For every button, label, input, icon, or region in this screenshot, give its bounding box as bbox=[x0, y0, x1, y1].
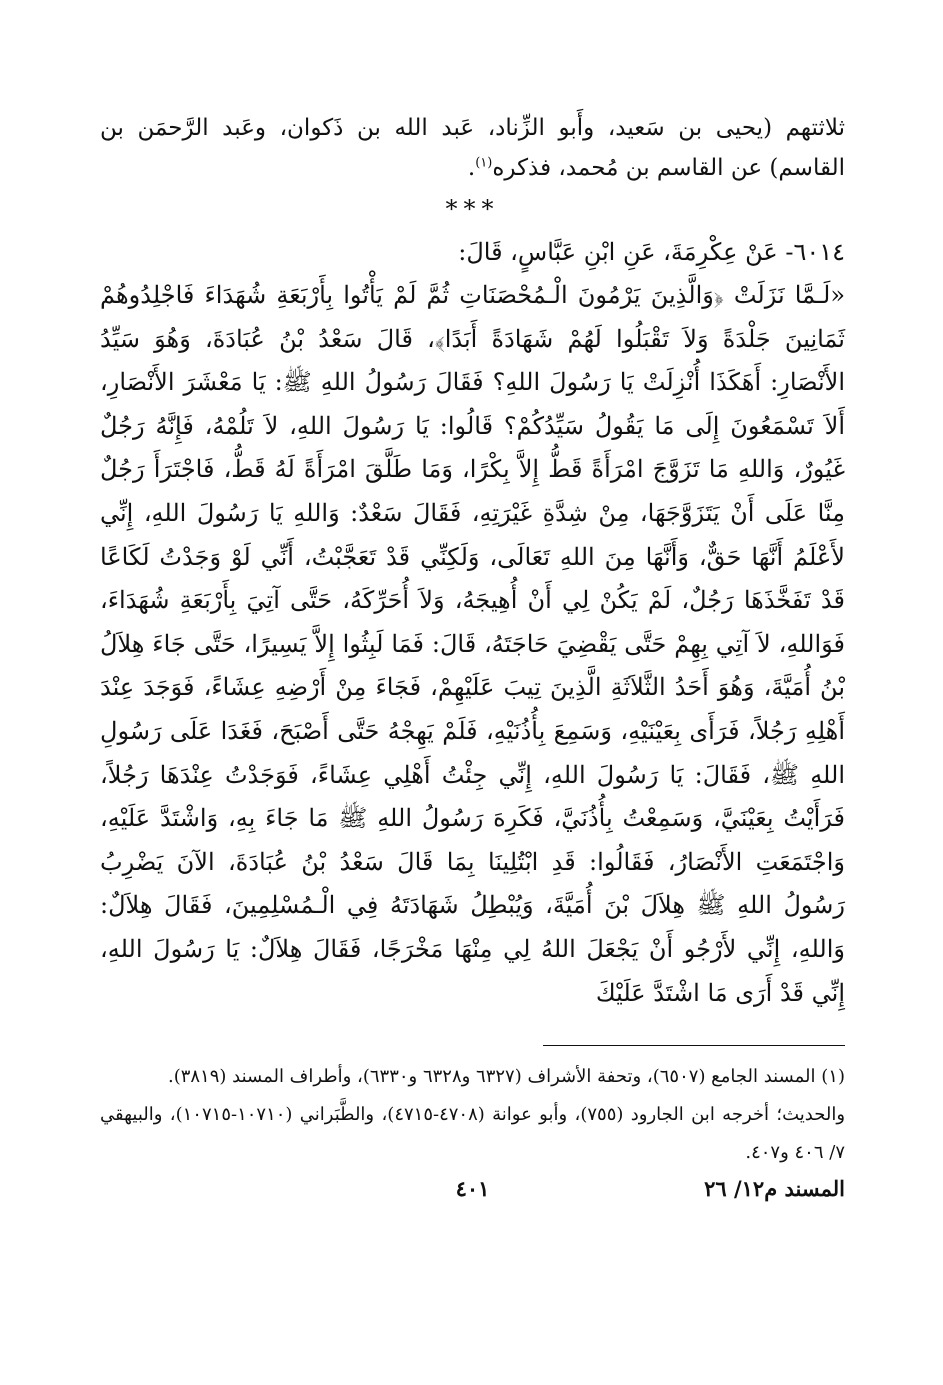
hadith-text: «لَـمَّا نَزَلَتْ ﴿وَالَّذِينَ يَرْمُونَ الْـمُحْصَنَاتِ ثُمَّ لَمْ يَأْتُوا بِأَرْبَعَةِ شُهَدَاءَ فَاجْلِدُوهُمْ ثَمَانِينَ جَلْدَةً وَلاَ تَقْبَلُوا لَهُمْ شَهَادَةً أَبَدًا﴾، قَالَ سَعْدُ بْنُ عُبَادَةَ، وَهُوَ سَيِّدُ الأَنْصَارِ: أَهَكَذَا أُنْزِلَتْ يَا رَسُولَ اللهِ؟ فَقَالَ رَسُولُ اللهِ ﷺ: يَا مَعْشَرَ الأَنْصَارِ، أَلاَ تَسْمَعُونَ إِلَى مَا يَقُولُ سَيِّدُكُمْ؟ قَالُوا: يَا رَسُولَ اللهِ، لاَ تَلُمْهُ، فَإِنَّهُ رَجُلٌ غَيُورٌ، وَاللهِ مَا تَزَوَّجَ امْرَأَةً قَطُّ إِلاَّ بِكْرًا، وَمَا طَلَّقَ امْرَأَةً لَهُ قَطُّ، فَاجْتَرَأَ رَجُلٌ مِنَّا عَلَى أَنْ يَتَزَوَّجَهَا، مِنْ شِدَّةِ غَيْرَتِهِ، فَقَالَ سَعْدٌ: وَاللهِ يَا رَسُولَ اللهِ، إِنِّي لأَعْلَمُ أَنَّهَا حَقٌّ، وَأَنَّهَا مِنَ اللهِ تَعَالَى، وَلَكِنِّي قَدْ تَعَجَّبْتُ، أَنِّي لَوْ وَجَدْتُ لَكَاعًا قَدْ تَفَخَّذَهَا رَجُلٌ، لَمْ يَكُنْ لِي أَنْ أُهِيجَهُ، وَلاَ أُحَرِّكَهُ، حَتَّى آتِيَ بِأَرْبَعَةِ شُهَدَاءَ، فَوَاللهِ، لاَ آتِي بِهِمْ حَتَّى يَقْضِيَ حَاجَتَهُ، قَالَ: فَمَا لَبِثُوا إِلاَّ يَسِيرًا، حَتَّى جَاءَ هِلاَلُ بْنُ أُمَيَّةَ، وَهُوَ أَحَدُ الثَّلاَثَةِ الَّذِينَ تِيبَ عَلَيْهِمْ، فَجَاءَ مِنْ أَرْضِهِ عِشَاءً، فَوَجَدَ عِنْدَ أَهْلِهِ رَجُلاً، فَرَأَى بِعَيْنَيْهِ، وَسَمِعَ بِأُذُنَيْهِ، فَلَمْ يَهِجْهُ حَتَّى أَصْبَحَ، فَغَدَا عَلَى رَسُولِ اللهِ ﷺ، فَقَالَ: يَا رَسُولَ اللهِ، إِنِّي جِئْتُ أَهْلِي عِشَاءً، فَوَجَدْتُ عِنْدَهَا رَجُلاً، فَرَأَيْتُ بِعَيْنَيَّ، وَسَمِعْتُ بِأُذُنَيَّ، فَكَرِهَ رَسُولُ اللهِ ﷺ مَا جَاءَ بِهِ، وَاشْتَدَّ عَلَيْهِ، وَاجْتَمَعَتِ الأَنْصَارُ، فَقَالُوا: قَدِ ابْتُلِينَا بِمَا قَالَ سَعْدُ بْنُ عُبَادَةَ، الآنَ يَضْرِبُ رَسُولُ اللهِ ﷺ هِلاَلَ بْنَ أُمَيَّةَ، وَيُبْطِلُ شَهَادَتَهُ فِي الْـمُسْلِمِينَ، فَقَالَ هِلاَلٌ: وَاللهِ، إِنِّي لأَرْجُو أَنْ يَجْعَلَ اللهُ لِي مِنْهَا مَخْرَجًا، فَقَالَ هِلاَلٌ: يَا رَسُولَ اللهِ، إِنِّي قَدْ أَرَى مَا اشْتَدَّ عَلَيْكَ bbox=[100, 281, 845, 1007]
page-footer bbox=[100, 1172, 845, 1206]
page-number: ٤٠١ bbox=[455, 1176, 490, 1201]
section-separator: *** bbox=[445, 195, 500, 223]
hadith-heading: ٦٠١٤- عَنْ عِكْرِمَةَ، عَنِ ابْنِ عَبَّاسٍ، قَالَ: bbox=[458, 238, 845, 266]
footnotes bbox=[100, 1058, 845, 1172]
intro-text: ثلاثتهم (يحيى بن سَعيد، وأَبو الزِّناد، عَبد الله بن ذَكوان، وعَبد الرَّحمَن بن القاسم) عن القاسم بن مُحمد، فذكره bbox=[100, 115, 845, 181]
intro-end: . bbox=[467, 155, 476, 181]
footnote-divider bbox=[543, 1045, 845, 1046]
lower-section bbox=[100, 0, 845, 1385]
footnote-reference: (١) bbox=[475, 155, 493, 171]
footnote-1: (١) المسند الجامع (٦٥٠٧)، وتحفة الأشراف (٦٣٢٧ و٦٣٢٨ و٦٣٣٠)، وأطراف المسند (٣٨١٩). bbox=[167, 1066, 845, 1087]
volume-signature: المسند م١٢/ ٢٦ bbox=[704, 1176, 845, 1201]
footnote-1-continued: والحديث؛ أخرجه ابن الجارود (٧٥٥)، وأبو عوانة (٤٧٠٨-٤٧١٥)، والطَّبَراني (١٠٧١٠-١٠٧١٥)، والبيهقي ٧/ ٤٠٦ و٤٠٧. bbox=[100, 1104, 846, 1163]
